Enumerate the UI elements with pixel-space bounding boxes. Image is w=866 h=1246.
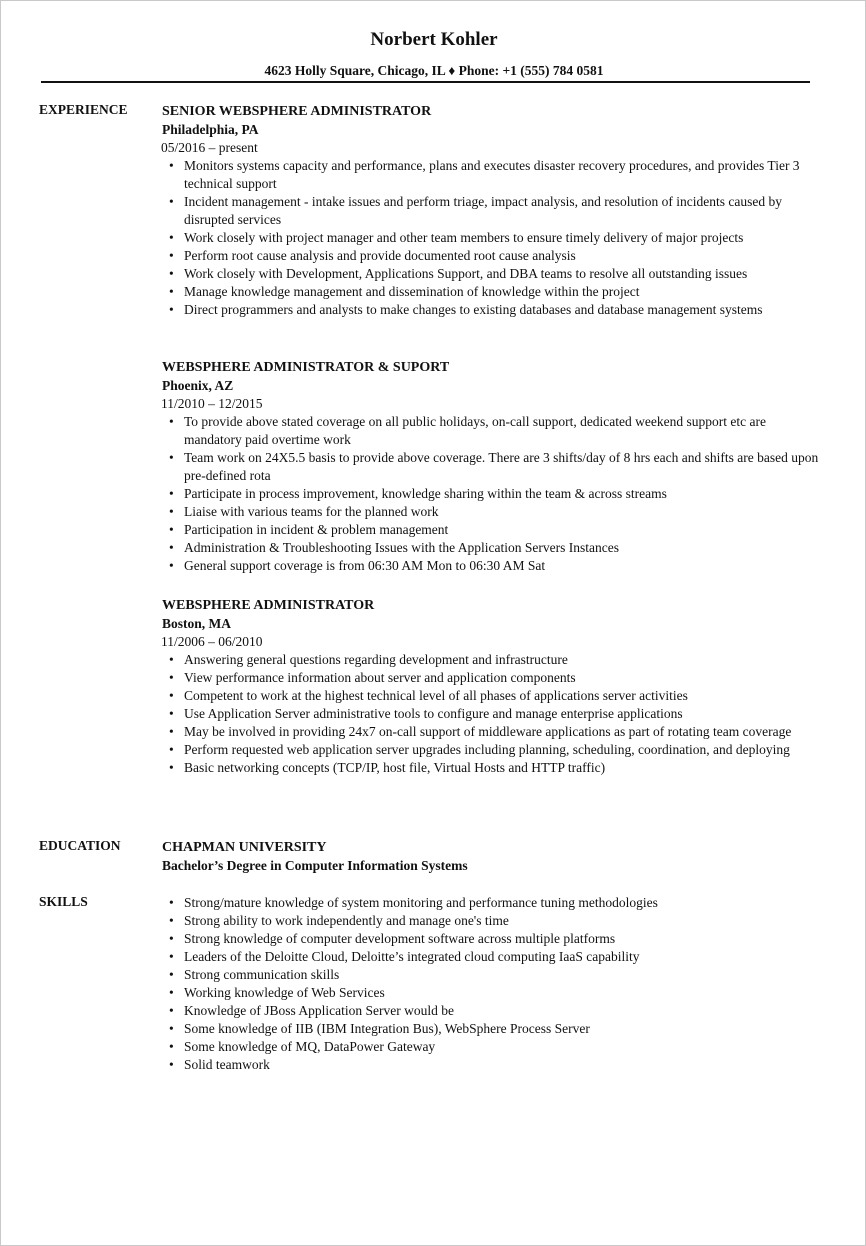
list-item: • Solid teamwork: [169, 1057, 270, 1072]
bullet-icon: •: [169, 450, 174, 465]
bullet-icon: •: [169, 1057, 174, 1072]
experience-heading: EXPERIENCE: [39, 102, 128, 117]
bullet-icon: •: [169, 248, 174, 263]
bullet-icon: •: [169, 760, 174, 775]
list-item: • General support coverage is from 06:30 AM Mon to 06:30 AM Sat: [169, 558, 546, 573]
list-item: • Answering general questions regarding development and infrastructure: [169, 652, 568, 667]
list-item: • Perform root cause analysis and provide documented root cause analysis: [169, 248, 576, 263]
list-item: • Some knowledge of IIB (IBM Integration Bus), WebSphere Process Server: [169, 1021, 590, 1036]
job-dates: 11/2010 – 12/2015: [161, 396, 263, 411]
job-entry: [162, 103, 822, 319]
list-item: • View performance information about server and application components: [169, 670, 576, 685]
job-title: WEBSPHERE ADMINISTRATOR: [162, 598, 375, 613]
bullet-icon: •: [169, 742, 174, 757]
bullet-icon: •: [169, 194, 174, 209]
list-item: • Work closely with project manager and other team members to ensure timely delivery of major projects: [169, 230, 744, 245]
list-item: • Direct programmers and analysts to make changes to existing databases and database management systems: [169, 302, 763, 317]
bullet-icon: •: [169, 895, 174, 910]
job-entry: [162, 597, 822, 777]
list-item: • Competent to work at the highest technical level of all phases of applications server activities: [169, 688, 688, 703]
list-item: • Knowledge of JBoss Application Server would be: [169, 1003, 454, 1018]
list-item: • Working knowledge of Web Services: [169, 985, 385, 1000]
bullet-icon: •: [169, 724, 174, 739]
bullet-icon: •: [169, 486, 174, 501]
bullet-icon: •: [169, 414, 174, 429]
bullet-icon: •: [169, 522, 174, 537]
job-title: WEBSPHERE ADMINISTRATOR & SUPORT: [162, 360, 450, 375]
bullet-icon: •: [169, 985, 174, 1000]
bullet-icon: •: [169, 1003, 174, 1018]
bullet-icon: •: [169, 266, 174, 281]
bullet-icon: •: [169, 949, 174, 964]
job-entry: [162, 359, 822, 575]
school-name: CHAPMAN UNIVERSITY: [162, 840, 327, 855]
job-duties: [162, 157, 822, 319]
list-item: • Incident management - intake issues and perform triage, impact analysis, and resolution of incidents caused by disrupted services: [169, 194, 782, 227]
list-item: • To provide above stated coverage on all public holidays, on-call support, dedicated weekend support etc are mandatory paid overtime work: [169, 414, 766, 447]
list-item: • Participation in incident & problem management: [169, 522, 449, 537]
bullet-icon: •: [169, 540, 174, 555]
bullet-icon: •: [169, 284, 174, 299]
list-item: • Liaise with various teams for the planned work: [169, 504, 439, 519]
list-item: • Basic networking concepts (TCP/IP, host file, Virtual Hosts and HTTP traffic): [169, 760, 606, 775]
list-item: • Strong/mature knowledge of system monitoring and performance tuning methodologies: [169, 895, 658, 910]
job-dates: 05/2016 – present: [161, 140, 258, 155]
header-divider: [41, 81, 810, 83]
bullet-icon: •: [169, 504, 174, 519]
education-heading: EDUCATION: [39, 838, 121, 853]
bullet-icon: •: [169, 302, 174, 317]
list-item: • Administration & Troubleshooting Issues with the Application Servers Instances: [169, 540, 619, 555]
bullet-icon: •: [169, 230, 174, 245]
bullet-icon: •: [169, 706, 174, 721]
list-item: • Strong communication skills: [169, 967, 340, 982]
job-duties: [162, 413, 822, 575]
contact-line: 4623 Holly Square, Chicago, IL ♦ Phone: +1 (555) 784 0581: [264, 63, 604, 78]
bullet-icon: •: [169, 913, 174, 928]
job-dates: 11/2006 – 06/2010: [161, 634, 263, 649]
list-item: • Strong ability to work independently and manage one's time: [169, 913, 509, 928]
bullet-icon: •: [169, 1039, 174, 1054]
job-location: Philadelphia, PA: [162, 122, 259, 137]
list-item: • Strong knowledge of computer development software across multiple platforms: [169, 931, 616, 946]
list-item: • Team work on 24X5.5 basis to provide above coverage. There are 3 shifts/day of 8 hrs each and shifts are based upon pre-defined rota: [169, 450, 819, 483]
list-item: • Perform requested web application server upgrades including planning, scheduling, coordination, and deploying: [169, 742, 790, 757]
list-item: • Participate in process improvement, knowledge sharing within the team & across streams: [169, 486, 667, 501]
bullet-icon: •: [169, 652, 174, 667]
bullet-icon: •: [169, 558, 174, 573]
list-item: • Some knowledge of MQ, DataPower Gateway: [169, 1039, 436, 1054]
list-item: • Use Application Server administrative tools to configure and manage enterprise applications: [169, 706, 683, 721]
bullet-icon: •: [169, 688, 174, 703]
bullet-icon: •: [169, 931, 174, 946]
education-entry: [162, 839, 822, 875]
bullet-icon: •: [169, 158, 174, 173]
skills-entry: [162, 894, 822, 1074]
skills-list: [162, 894, 822, 1074]
bullet-icon: •: [169, 670, 174, 685]
bullet-icon: •: [169, 967, 174, 982]
list-item: • May be involved in providing 24x7 on-call support of middleware applications as part of rotating team coverage: [169, 724, 792, 739]
degree-name: Bachelor’s Degree in Computer Information Systems: [162, 858, 468, 873]
job-title: SENIOR WEBSPHERE ADMINISTRATOR: [162, 104, 432, 119]
job-duties: [162, 651, 822, 777]
list-item: • Monitors systems capacity and performance, plans and executes disaster recovery procedures, and provides Tier 3 technical support: [169, 158, 800, 191]
bullet-icon: •: [169, 1021, 174, 1036]
list-item: • Work closely with Development, Applications Support, and DBA teams to resolve all outstanding issues: [169, 266, 748, 281]
candidate-name: Norbert Kohler: [370, 29, 498, 50]
job-location: Phoenix, AZ: [162, 378, 234, 393]
list-item: • Leaders of the Deloitte Cloud, Deloitte’s integrated cloud computing IaaS capability: [169, 949, 640, 964]
list-item: • Manage knowledge management and dissemination of knowledge within the project: [169, 284, 640, 299]
job-location: Boston, MA: [162, 616, 232, 631]
skills-heading: SKILLS: [39, 894, 88, 909]
